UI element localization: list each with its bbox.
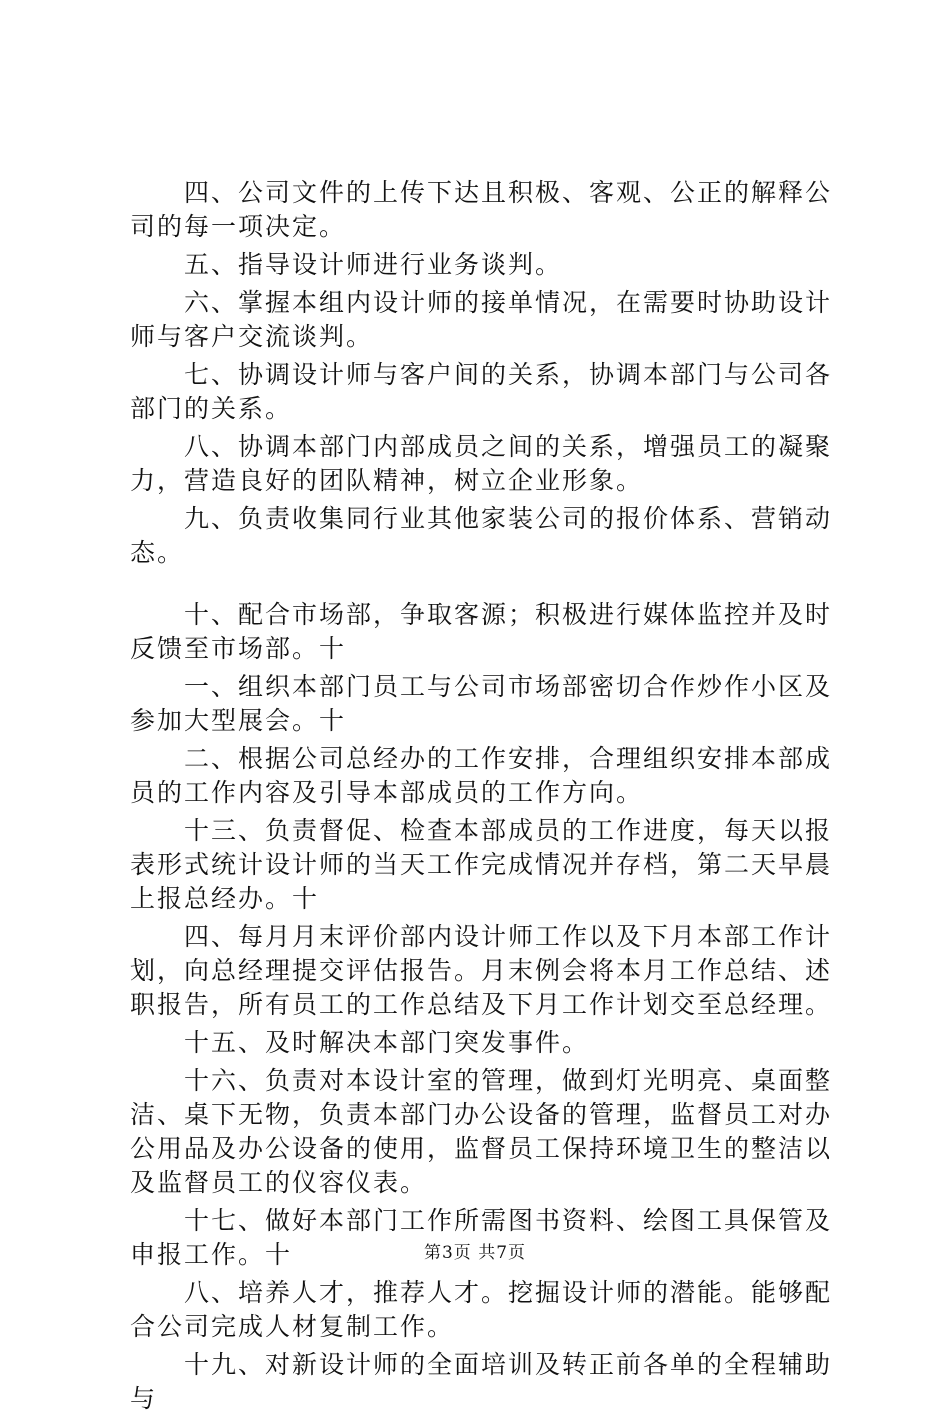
paragraph-12: 二、根据公司总经办的工作安排，合理组织安排本部成员的工作内容及引导本部成员的工作方向。 <box>130 744 833 807</box>
page-number-footer: 第3页 共7页 <box>423 1243 527 1263</box>
paragraph-17: 十七、做好本部门工作所需图书资料、绘图工具保管及申报工作。十 <box>130 1206 833 1269</box>
paragraph-8: 八、协调本部门内部成员之间的关系，增强员工的凝聚力，营造良好的团队精神，树立企业形象。 <box>130 432 833 495</box>
paragraph-15: 十五、及时解决本部门突发事件。 <box>130 1028 590 1057</box>
paragraph-7: 七、协调设计师与客户间的关系，协调本部门与公司各部门的关系。 <box>130 360 833 423</box>
paragraph-9: 九、负责收集同行业其他家装公司的报价体系、营销动态。 <box>130 504 833 567</box>
paragraph-4: 四、公司文件的上传下达且积极、客观、公正的解释公司的每一项决定。 <box>130 178 833 241</box>
paragraph-13: 十三、负责督促、检查本部成员的工作进度，每天以报表形式统计设计师的当天工作完成情况并存档，第二天早晨上报总经办。十 <box>130 816 833 913</box>
paragraph-19: 十九、对新设计师的全面培训及转正前各单的全程辅助与 <box>130 1350 833 1413</box>
paragraph-6: 六、掌握本组内设计师的接单情况，在需要时协助设计师与客户交流谈判。 <box>130 288 833 351</box>
paragraph-18: 八、培养人才，推荐人才。挖掘设计师的潜能。能够配合公司完成人材复制工作。 <box>130 1278 833 1341</box>
paragraph-11: 一、组织本部门员工与公司市场部密切合作炒作小区及参加大型展会。十 <box>130 672 833 735</box>
document-body <box>130 176 842 1420</box>
paragraph-14: 四、每月月末评价部内设计师工作以及下月本部工作计划，向总经理提交评估报告。月末例会将本月工作总结、述职报告，所有员工的工作总结及下月工作计划交至总经理。 <box>130 922 833 1019</box>
paragraph-5: 五、指导设计师进行业务谈判。 <box>130 250 563 279</box>
paragraph-10: 十、配合市场部，争取客源；积极进行媒体监控并及时反馈至市场部。十 <box>130 600 833 663</box>
paragraph-16: 十六、负责对本设计室的管理，做到灯光明亮、桌面整洁、桌下无物，负责本部门办公设备的管理，监督员工对办公用品及办公设备的使用，监督员工保持环境卫生的整洁以及监督员工的仪容仪表。 <box>130 1066 833 1197</box>
